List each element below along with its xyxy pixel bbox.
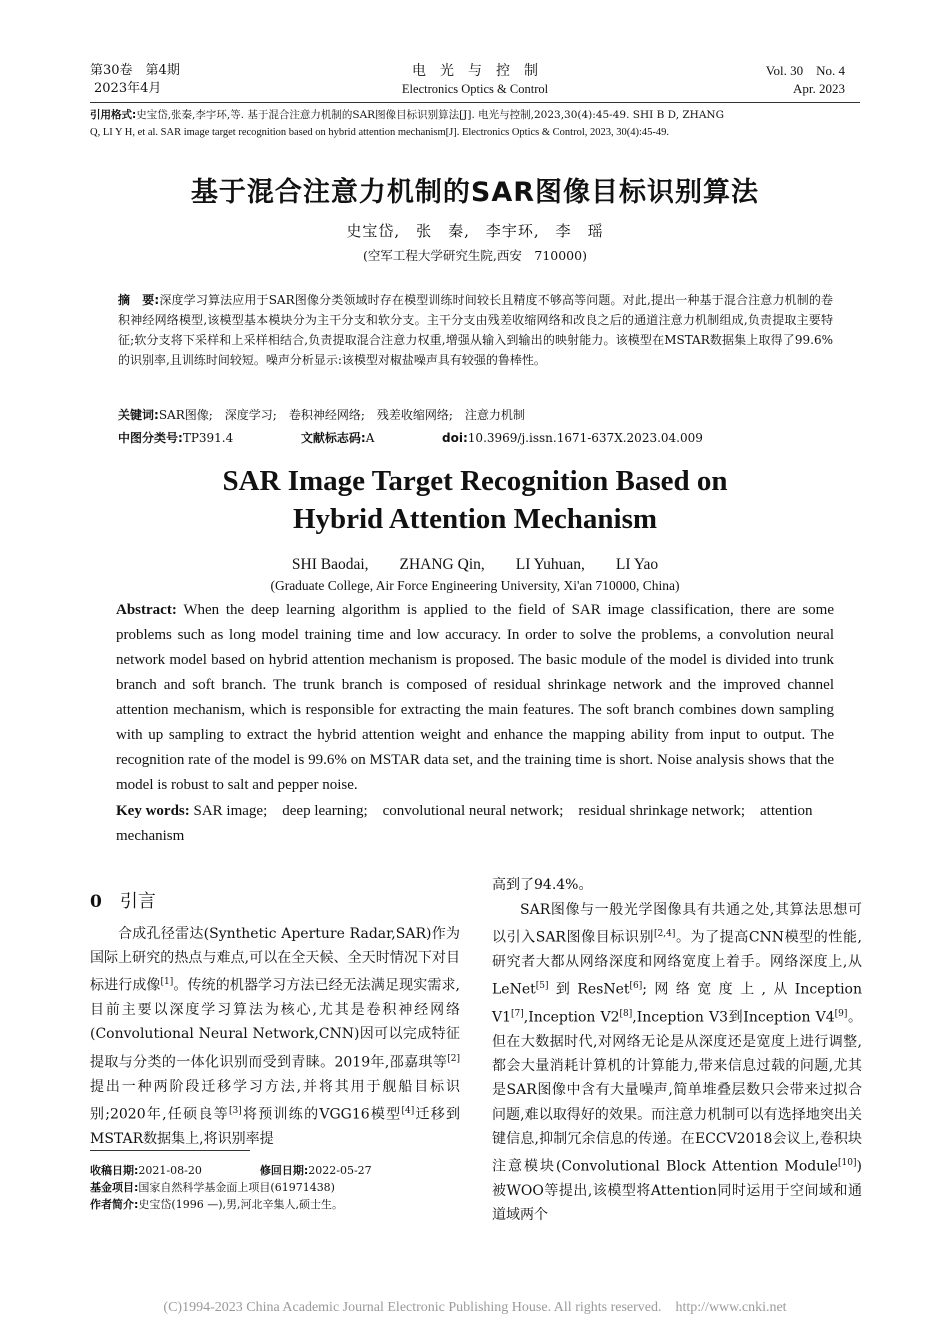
vol-issue-cn: 第30卷 第4期 [90,63,180,78]
header-center [330,62,620,98]
left-text-e: 迁移到MSTAR数据集上,将识别率提 [90,1106,461,1147]
abstract-cn-text: 深度学习算法应用于SAR图像分类领域时存在模型训练时间较长且精度不够高等问题。对此,提出一种基于混合注意力机制的卷积神经网络模型,该模型基本模块分为主干分支和软分支。主干分支由残差收缩网络和改良之后的通道注意力机制组成,负责提取主要特征;软分支将下采样和上采样相结合,负责提取混合注意力权重,增强从输入到输出的映射能力。该模型在MSTAR数据集上取得了99.6%的识别率,且训练时间较短。噪声分析显示:该模型对椒盐噪声具有较强的鲁棒性。 [118,293,833,367]
title-en-line1: SAR Image Target Recognition Based on [222,465,728,497]
fund-text: 国家自然科学基金面上项目(61971438) [138,1181,335,1194]
right-text-f: ,Inception V3到Inception V4 [632,1009,835,1026]
clc-label: 中图分类号: [118,431,183,445]
copyright-watermark: (C)1994-2023 China Academic Journal Electronic Publishing House. All rights reserved. http://www.cnki.net [163,1300,787,1315]
citation-label: 引用格式: [90,109,137,121]
revised-date: 2022-05-27 [308,1164,372,1177]
date-cn: 2023年4月 [94,81,162,96]
left-text-c: 提出一种两阶段迁移学习方法,并将其用于舰船目标识别;2020年,任硕良等 [90,1078,460,1123]
right-text-a: SAR图像与一般光学图像具有共通之处,其算法思想可以引入SAR图像目标识别 [492,902,862,946]
ref-2-4: [2,4] [654,929,676,940]
right-column-paragraph [492,898,862,1227]
author-bio: 史宝岱(1996 —),男,河北辛集人,硕士生。 [138,1198,343,1211]
ref-1: [1] [160,977,174,988]
title-en [0,462,950,538]
abstract-cn [118,290,833,370]
ref-10: [10] [838,1158,857,1168]
header-rule [90,102,860,103]
keywords-en-label: Key words: [116,803,190,819]
right-text-e: ,Inception V2 [523,1009,620,1026]
keywords-en [116,799,834,849]
keywords-en-text: SAR image; deep learning; convolutional neural network; residual shrinkage network; attention mechanism [116,803,813,844]
right-text-h: )被WOO等提出,该模型将Attention同时运用于空间域和通道域两个 [492,1158,862,1224]
authors-cn: 史宝岱, 张 秦, 李宇环, 李 瑶 [346,222,604,240]
abstract-en-label: Abstract: [116,602,177,618]
author-bio-label: 作者简介: [90,1198,139,1211]
vol-issue-en: Vol. 30 No. 4 [765,63,845,78]
header-right [690,62,845,98]
received-date: 2021-08-20 [138,1164,202,1177]
fund-label: 基金项目: [90,1181,139,1194]
doi-label: doi: [442,431,468,445]
ref-8: [8] [619,1009,633,1020]
abstract-cn-label: 摘 要: [118,293,160,307]
abstract-en-text: When the deep learning algorithm is applied to the field of SAR image classification, there are some problems such as long model training time and low accuracy. In order to solve the problems, a convolution neural network model based on hybrid attention mechanism is proposed. The basic module of the model is divided into trunk branch and soft branch. The trunk branch is composed of residual shrinkage network and the improved channel attention mechanism, which is responsible for extracting the main features. The soft branch combines down sampling with up sampling to extract the hybrid attention weight and enhance the mapping ability from input to output. The recognition rate of the model is 99.6% on MSTAR data set, and the training time is short. Noise analysis shows that the model is robust to salt and pepper noise. [116,602,834,793]
section-title: 引言 [119,891,156,912]
ref-4: [4] [401,1105,415,1116]
doc-code-value: A [365,431,375,445]
citation-line1: 史宝岱,张秦,李宇环,等. 基于混合注意力机制的SAR图像目标识别算法[J]. 电光与控制,2023,30(4):45-49. SHI B D, ZHANG [136,109,724,121]
citation [90,106,865,142]
doc-code-label: 文献标志码: [300,431,366,445]
ref-6: [6] [629,981,643,992]
right-text-g: 。但在大数据时代,对网络无论是从深度还是宽度上进行调整,都会大量消耗计算机的计算能力,带来信息过载的问题,尤其是SAR图像中含有大量噪声,简单堆叠层数只会带来过拟合问题,难以取得好的效果。而注意力机制可以有选择地突出关键信息,抑制冗余信息的传递。在ECCV2018会议上,卷积块注意模块(Convolutional Block Attention Module [492,1009,862,1175]
footnote-rule [90,1150,250,1151]
title-en-line2: Hybrid Attention Mechanism [292,503,658,535]
received-label: 收稿日期: [90,1164,139,1177]
date-en: Apr. 2023 [793,81,845,96]
keywords-cn-label: 关键词: [118,408,159,422]
right-column-continuation: 高到了94.4%。 [492,877,593,893]
affiliation-en: (Graduate College, Air Force Engineering University, Xi'an 710000, China) [270,578,680,593]
clc-value: TP391.4 [182,431,234,445]
classification [118,428,833,448]
header-left [90,62,260,98]
ref-7: [7] [511,1009,524,1020]
left-text-d: 将预训练的VGG16模型 [241,1106,402,1123]
journal-en: Electronics Optics & Control [401,82,549,96]
journal-cn: 电 光 与 控 制 [412,63,538,79]
abstract-en [116,598,834,798]
left-text-b: 。传统的机器学习方法已经无法满足现实需求,目前主要以深度学习算法为核心,尤其是卷积神经网络(Convolutional Neural Network,CNN)因可以完成特征提取与分类的一体化识别而受到青睐。2019年,邵嘉琪等 [90,978,461,1071]
right-text-c: 到ResNet [548,981,630,998]
revised-label: 修回日期: [259,1164,309,1177]
section-heading [90,887,156,913]
right-text-b: 。为了提高CNN模型的性能,研究者大都从网络深度和网络宽度上着手。网络深度上,从LeNet [492,929,862,998]
left-column-paragraph [90,922,460,1151]
ref-9: [9] [834,1009,848,1020]
right-text-d: ;网络宽度上,从Inception V1 [492,981,862,1026]
title-cn: 基于混合注意力机制的SAR图像目标识别算法 [190,177,760,208]
ref-5: [5] [535,981,549,992]
citation-line2: Q, LI Y H, et al. SAR image target recognition based on hybrid attention mechanism[J]. Electronics Optics & Control, 2023, 30(4):45-49. [90,127,670,138]
keywords-cn [118,405,833,425]
footnotes [90,1162,470,1213]
doi-value: 10.3969/j.issn.1671-637X.2023.04.009 [467,431,703,445]
ref-3: [3] [228,1105,242,1116]
authors-en: SHI Baodai, ZHANG Qin, LI Yuhuan, LI Yao [291,556,659,573]
affiliation-cn: (空军工程大学研究生院,西安 710000) [363,248,587,263]
ref-2: [2] [447,1053,460,1064]
section-number: 0 [90,892,102,912]
left-text-a: 合成孔径雷达(Synthetic Aperture Radar,SAR)作为国际上研究的热点与难点,可以在全天候、全天时情况下对目标进行成像 [90,926,460,995]
keywords-cn-text: SAR图像; 深度学习; 卷积神经网络; 残差收缩网络; 注意力机制 [158,408,525,422]
